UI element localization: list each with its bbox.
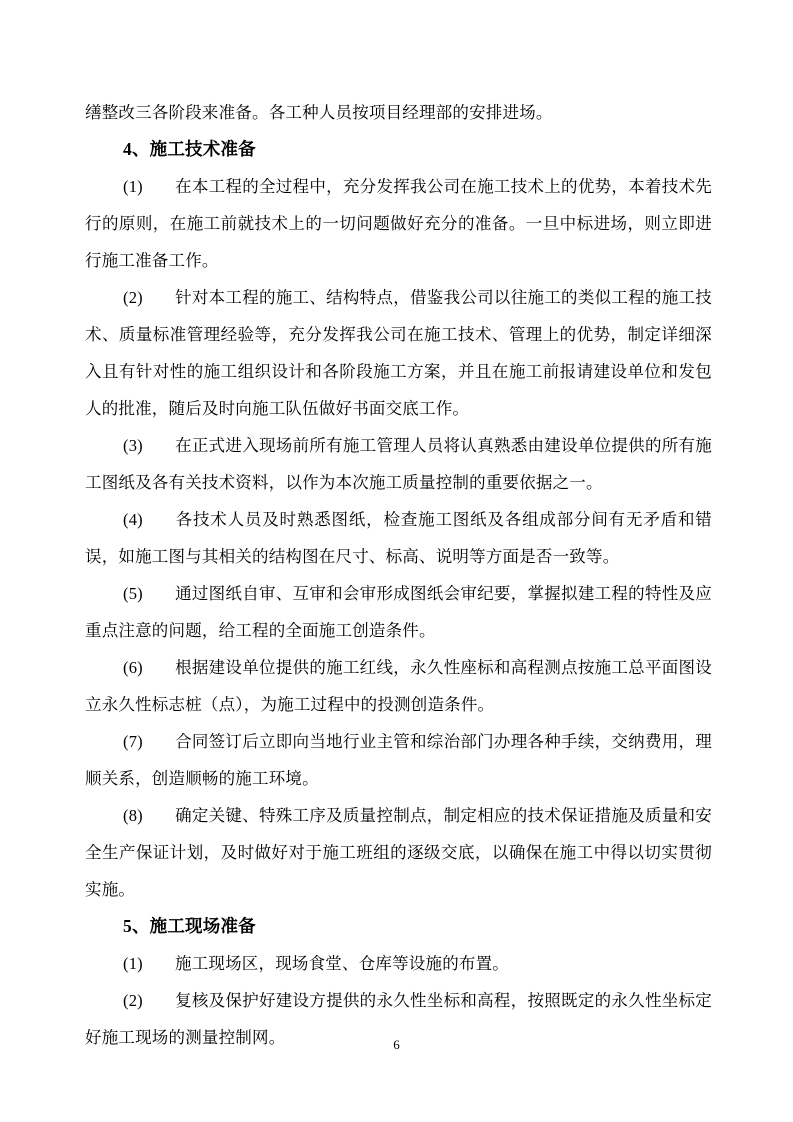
section-heading-4: 4、施工技术准备 [123,139,256,159]
list-item [85,575,712,649]
paragraph-continuation: 缮整改三各阶段来准备。各工种人员按项目经理部的安排进场。 [85,103,553,122]
item-text: 复核及保护好建设方提供的永久性坐标和高程，按照既定的永久性坐标定好施工现场的测量控制网。 [85,991,712,1047]
item-number: (1) [123,177,143,196]
list-item [85,649,712,723]
list-item [85,427,712,501]
list-item [85,279,712,427]
list-item [85,797,712,908]
item-number: (5) [123,584,143,603]
item-number: (1) [123,954,143,973]
item-number: (6) [123,658,143,677]
item-number: (8) [123,806,143,825]
item-text: 合同签订后立即向当地行业主管和综治部门办理各种手续，交纳费用，理顺关系，创造顺畅的施工环境。 [85,732,712,788]
document-body [85,94,712,1056]
page-number: 6 [393,1037,400,1052]
item-number: (3) [123,436,143,455]
item-text: 施工现场区，现场食堂、仓库等设施的布置。 [175,954,509,973]
item-text: 在正式进入现场前所有施工管理人员将认真熟悉由建设单位提供的所有施工图纸及各有关技术资料，以作为本次施工质量控制的重要依据之一。 [85,436,712,492]
item-text: 各技术人员及时熟悉图纸，检查施工图纸及各组成部分间有无矛盾和错误，如施工图与其相关的结构图在尺寸、标高、说明等方面是否一致等。 [85,510,712,566]
section-heading-5: 5、施工现场准备 [123,916,256,936]
item-number: (2) [123,288,143,307]
item-text: 在本工程的全过程中，充分发挥我公司在施工技术上的优势，本着技术先行的原则，在施工前就技术上的一切问题做好充分的准备。一旦中标进场，则立即进行施工准备工作。 [85,177,712,270]
item-text: 通过图纸自审、互审和会审形成图纸会审纪要，掌握拟建工程的特性及应重点注意的问题，给工程的全面施工创造条件。 [85,584,712,640]
item-text: 确定关键、特殊工序及质量控制点，制定相应的技术保证措施及质量和安全生产保证计划，及时做好对于施工班组的逐级交底，以确保在施工中得以切实贯彻实施。 [85,806,712,899]
list-item [85,501,712,575]
item-number: (7) [123,732,143,751]
item-text: 针对本工程的施工、结构特点，借鉴我公司以往施工的类似工程的施工技术、质量标准管理经验等，充分发挥我公司在施工技术、管理上的优势，制定详细深入且有针对性的施工组织设计和各阶段施工方案，并且在施工前报请建设单位和发包人的批准，随后及时向施工队伍做好书面交底工作。 [85,288,712,418]
item-text: 根据建设单位提供的施工红线，永久性座标和高程测点按施工总平面图设立永久性标志桩（点），为施工过程中的投测创造条件。 [85,658,712,714]
item-number: (2) [123,991,143,1010]
list-item [85,723,712,797]
item-number: (4) [123,510,143,529]
list-item [85,945,712,982]
list-item [85,168,712,279]
